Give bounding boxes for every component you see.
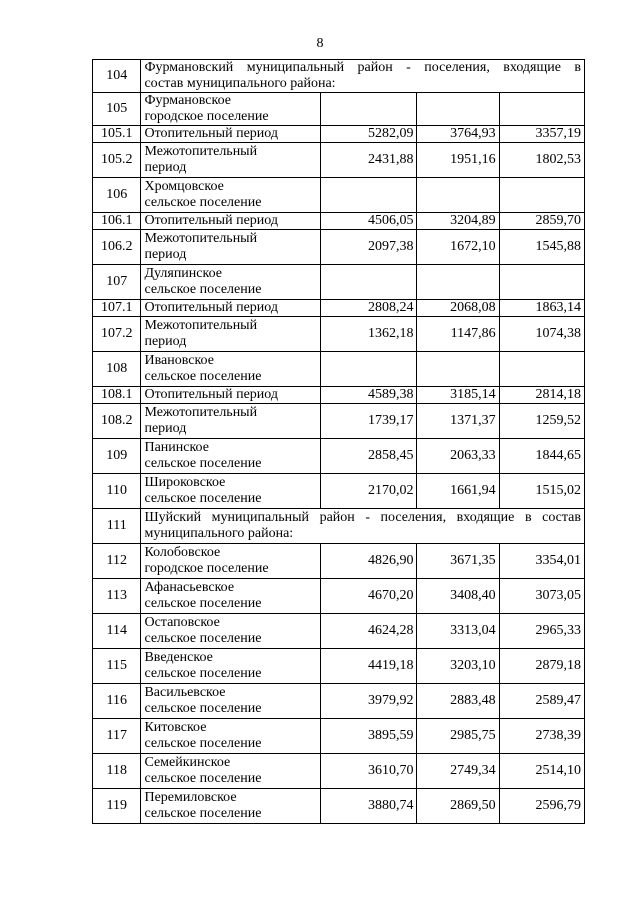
tariff-table	[92, 59, 585, 824]
settlement-name-line: сельское поселение	[144, 369, 262, 384]
value-cell-3	[499, 93, 584, 126]
settlement-name-line: городское поселение	[144, 561, 269, 576]
value-cell-1	[320, 93, 417, 126]
value-cell-3: 2514,10	[499, 754, 584, 789]
table-row	[93, 387, 585, 404]
settlement-name-line: Васильевское	[144, 685, 226, 700]
value-cell-3: 1802,53	[499, 143, 584, 178]
table-row	[93, 265, 585, 300]
settlement-name-line: сельское поселение	[144, 491, 262, 506]
value-cell-1: 3880,74	[320, 789, 417, 824]
row-number: 117	[93, 719, 141, 754]
settlement-name-line: Отопительный период	[144, 126, 278, 141]
settlement-name	[141, 719, 320, 754]
value-cell-1: 4419,18	[320, 649, 417, 684]
value-cell-2: 3313,04	[417, 614, 499, 649]
value-cell-2: 3204,89	[417, 213, 499, 230]
settlement-name-line: сельское поселение	[144, 596, 262, 611]
value-cell-3: 3357,19	[499, 126, 584, 143]
settlement-name-line: сельское поселение	[144, 195, 262, 210]
row-number: 114	[93, 614, 141, 649]
settlement-name	[141, 265, 320, 300]
table-row	[93, 509, 585, 544]
settlement-name	[141, 579, 320, 614]
row-number: 118	[93, 754, 141, 789]
value-cell-2: 1147,86	[417, 317, 499, 352]
row-number: 107.1	[93, 300, 141, 317]
value-cell-1: 4589,38	[320, 387, 417, 404]
value-cell-3: 1259,52	[499, 404, 584, 439]
settlement-name-line: Фурмановское	[144, 93, 231, 108]
row-number: 113	[93, 579, 141, 614]
row-number: 111	[93, 509, 141, 544]
settlement-name	[141, 178, 320, 213]
table-row	[93, 439, 585, 474]
value-cell-1: 5282,09	[320, 126, 417, 143]
value-cell-3: 1863,14	[499, 300, 584, 317]
settlement-name	[141, 474, 320, 509]
value-cell-3: 2589,47	[499, 684, 584, 719]
table-row	[93, 178, 585, 213]
row-number: 106	[93, 178, 141, 213]
settlement-name-line: Афанасьевское	[144, 580, 235, 595]
value-cell-3: 3073,05	[499, 579, 584, 614]
settlement-name-line: период	[144, 160, 187, 175]
value-cell-3: 2596,79	[499, 789, 584, 824]
settlement-name-line: Дуляпинское	[144, 266, 222, 281]
value-cell-3: 2859,70	[499, 213, 584, 230]
row-number: 110	[93, 474, 141, 509]
settlement-name	[141, 789, 320, 824]
settlement-name	[141, 754, 320, 789]
settlement-name-line: Остаповское	[144, 615, 220, 630]
settlement-name	[141, 614, 320, 649]
value-cell-2	[417, 265, 499, 300]
settlement-name	[141, 544, 320, 579]
row-number: 108.1	[93, 387, 141, 404]
row-number: 105	[93, 93, 141, 126]
settlement-name-line: сельское поселение	[144, 701, 262, 716]
value-cell-1: 2431,88	[320, 143, 417, 178]
settlement-name-line: период	[144, 334, 187, 349]
value-cell-1: 4826,90	[320, 544, 417, 579]
district-header	[141, 509, 585, 544]
value-cell-2	[417, 93, 499, 126]
settlement-name-line: сельское поселение	[144, 666, 262, 681]
row-number: 112	[93, 544, 141, 579]
value-cell-2: 3408,40	[417, 579, 499, 614]
settlement-name-line: Отопительный период	[144, 213, 278, 228]
settlement-name	[141, 649, 320, 684]
settlement-name-line: Китовское	[144, 720, 207, 735]
value-cell-3: 1545,88	[499, 230, 584, 265]
value-cell-2: 2869,50	[417, 789, 499, 824]
value-cell-3: 1844,65	[499, 439, 584, 474]
settlement-name-line: сельское поселение	[144, 771, 262, 786]
row-number: 107	[93, 265, 141, 300]
settlement-name	[141, 352, 320, 387]
settlement-name-line: сельское поселение	[144, 806, 262, 821]
value-cell-1: 3895,59	[320, 719, 417, 754]
value-cell-3: 2965,33	[499, 614, 584, 649]
district-header	[141, 60, 585, 93]
settlement-name-line: Межотопительный	[144, 231, 258, 246]
district-header-line: Фурмановский муниципальный район - поселения, входящие в	[144, 60, 581, 75]
settlement-name-line: сельское поселение	[144, 631, 262, 646]
value-cell-2	[417, 178, 499, 213]
table-row	[93, 579, 585, 614]
table-row	[93, 300, 585, 317]
table-row	[93, 474, 585, 509]
value-cell-3: 2814,18	[499, 387, 584, 404]
settlement-name-line: сельское поселение	[144, 456, 262, 471]
value-cell-2	[417, 352, 499, 387]
value-cell-1: 4670,20	[320, 579, 417, 614]
row-number: 116	[93, 684, 141, 719]
table-row	[93, 649, 585, 684]
row-number: 106.1	[93, 213, 141, 230]
settlement-name	[141, 93, 320, 126]
table-row	[93, 352, 585, 387]
settlement-name-line: Перемиловское	[144, 790, 237, 805]
table-row	[93, 719, 585, 754]
page-number: 8	[316, 36, 324, 51]
value-cell-1	[320, 352, 417, 387]
settlement-name	[141, 404, 320, 439]
settlement-name-line: период	[144, 421, 187, 436]
value-cell-2: 2749,34	[417, 754, 499, 789]
row-number: 108.2	[93, 404, 141, 439]
table-row	[93, 789, 585, 824]
table-row	[93, 93, 585, 126]
value-cell-3	[499, 265, 584, 300]
value-cell-2: 2068,08	[417, 300, 499, 317]
row-number: 104	[93, 60, 141, 93]
settlement-name	[141, 387, 320, 404]
settlement-name	[141, 439, 320, 474]
table-row	[93, 317, 585, 352]
settlement-name	[141, 126, 320, 143]
value-cell-1: 2097,38	[320, 230, 417, 265]
settlement-name	[141, 230, 320, 265]
settlement-name-line: сельское поселение	[144, 282, 262, 297]
row-number: 107.2	[93, 317, 141, 352]
table-row	[93, 404, 585, 439]
value-cell-1: 2808,24	[320, 300, 417, 317]
row-number: 108	[93, 352, 141, 387]
value-cell-2: 3764,93	[417, 126, 499, 143]
value-cell-3: 1074,38	[499, 317, 584, 352]
table-row	[93, 213, 585, 230]
settlement-name-line: Ивановское	[144, 353, 214, 368]
value-cell-1	[320, 178, 417, 213]
table-row	[93, 544, 585, 579]
settlement-name-line: Введенское	[144, 650, 213, 665]
settlement-name-line: Межотопительный	[144, 144, 258, 159]
settlement-name-line: сельское поселение	[144, 736, 262, 751]
settlement-name	[141, 213, 320, 230]
value-cell-2: 3671,35	[417, 544, 499, 579]
table-row	[93, 126, 585, 143]
settlement-name-line: Межотопительный	[144, 318, 258, 333]
value-cell-2: 1661,94	[417, 474, 499, 509]
row-number: 119	[93, 789, 141, 824]
value-cell-2: 1672,10	[417, 230, 499, 265]
value-cell-1	[320, 265, 417, 300]
settlement-name-line: Отопительный период	[144, 300, 278, 315]
table-row	[93, 754, 585, 789]
settlement-name-line: Колобовское	[144, 545, 221, 560]
district-header-line: состав муниципального района:	[144, 76, 336, 91]
settlement-name	[141, 684, 320, 719]
settlement-name-line: городское поселение	[144, 109, 269, 124]
value-cell-3	[499, 178, 584, 213]
value-cell-1: 1362,18	[320, 317, 417, 352]
table-row	[93, 230, 585, 265]
value-cell-1: 4624,28	[320, 614, 417, 649]
value-cell-2: 2063,33	[417, 439, 499, 474]
value-cell-2: 3203,10	[417, 649, 499, 684]
value-cell-1: 4506,05	[320, 213, 417, 230]
value-cell-2: 1951,16	[417, 143, 499, 178]
settlement-name-line: Панинское	[144, 440, 209, 455]
value-cell-1: 3979,92	[320, 684, 417, 719]
row-number: 109	[93, 439, 141, 474]
value-cell-3	[499, 352, 584, 387]
value-cell-2: 2985,75	[417, 719, 499, 754]
settlement-name-line: Отопительный период	[144, 387, 278, 402]
value-cell-1: 2170,02	[320, 474, 417, 509]
settlement-name-line: период	[144, 247, 187, 262]
settlement-name	[141, 300, 320, 317]
table-row	[93, 684, 585, 719]
settlement-name-line: Хромцовское	[144, 179, 224, 194]
value-cell-1: 1739,17	[320, 404, 417, 439]
value-cell-2: 2883,48	[417, 684, 499, 719]
settlement-name-line: Широковское	[144, 475, 226, 490]
value-cell-2: 3185,14	[417, 387, 499, 404]
value-cell-3: 3354,01	[499, 544, 584, 579]
table-row	[93, 60, 585, 93]
value-cell-1: 2858,45	[320, 439, 417, 474]
settlement-name-line: Межотопительный	[144, 405, 258, 420]
value-cell-3: 2879,18	[499, 649, 584, 684]
row-number: 115	[93, 649, 141, 684]
row-number: 106.2	[93, 230, 141, 265]
value-cell-3: 1515,02	[499, 474, 584, 509]
tariff-table-body	[93, 60, 585, 824]
district-header-line: Шуйский муниципальный район - поселения, входящие в состав	[144, 510, 581, 525]
district-header-line: муниципального района:	[144, 526, 294, 541]
value-cell-1: 3610,70	[320, 754, 417, 789]
settlement-name	[141, 143, 320, 178]
row-number: 105.1	[93, 126, 141, 143]
value-cell-3: 2738,39	[499, 719, 584, 754]
table-row	[93, 143, 585, 178]
settlement-name	[141, 317, 320, 352]
settlement-name-line: Семейкинское	[144, 755, 231, 770]
row-number: 105.2	[93, 143, 141, 178]
value-cell-2: 1371,37	[417, 404, 499, 439]
table-row	[93, 614, 585, 649]
